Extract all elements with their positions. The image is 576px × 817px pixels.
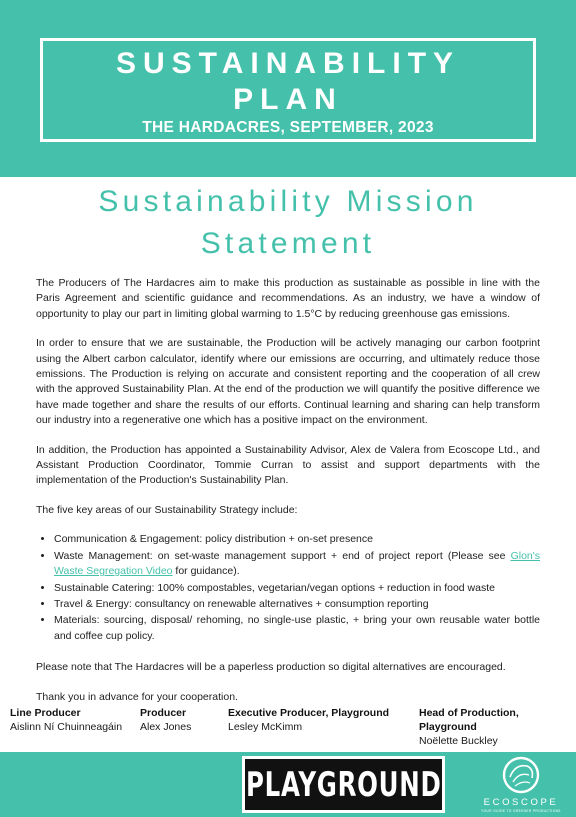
waste-text-post: for guidance).: [172, 565, 240, 578]
credit-head-of-production: [419, 706, 576, 748]
title-line-2: PLAN: [233, 83, 343, 116]
playground-logo: [242, 756, 445, 813]
ecoscope-logo: [468, 754, 574, 816]
credit-role: Head of Production, Playground: [419, 707, 519, 733]
credit-producer: [140, 706, 191, 734]
ecoscope-name: ECOSCOPE: [483, 797, 559, 808]
header-band: [0, 0, 576, 177]
paragraph-strategy-intro: The five key areas of our Sustainability Strategy include:: [36, 503, 298, 516]
list-item-travel: • Travel & Energy: consultancy on renewable alternatives + consumption reporting: [54, 597, 540, 612]
credit-name: Noëlette Buckley: [419, 735, 498, 747]
credit-role: Executive Producer, Playground: [228, 707, 390, 719]
paragraph-advisor: In addition, the Production has appointed a Sustainability Advisor, Alex de Valera from Ecoscope Ltd., and Assistant Production Coordinator, Tommie Curran to assist and support departments with the implementation of the Production's Sustainability Plan.: [36, 443, 540, 487]
mission-heading-line-1: Sustainability Mission: [98, 185, 478, 218]
paragraph-thanks: Thank you in advance for your cooperation.: [36, 690, 238, 703]
circle-swirl-icon: [501, 755, 541, 795]
list-item-catering: • Sustainable Catering: 100% compostables, vegetarian/vegan options + reduction in food waste: [54, 581, 540, 596]
credit-role: Line Producer: [10, 707, 81, 719]
ecoscope-tagline: YOUR GUIDE TO GREENER PRODUCTIONS: [481, 809, 561, 813]
waste-video-link[interactable]: Glon's Waste Segregation Video: [54, 549, 540, 578]
mission-heading: [0, 181, 576, 265]
playground-logo-text: PLAYGROUND: [245, 764, 442, 805]
credit-name: Lesley McKimm: [228, 721, 303, 733]
strategy-list: [36, 532, 540, 644]
subtitle: THE HARDACRES, SEPTEMBER, 2023: [142, 119, 434, 136]
list-item-waste: [54, 549, 540, 580]
list-item-materials: • Materials: sourcing, disposal/ rehoming, no single-use plastic, + bring your own reusable water bottle and coffee cup policy.: [54, 613, 540, 644]
mission-heading-line-2: Statement: [200, 227, 376, 260]
credit-line-producer: [10, 706, 122, 734]
list-item-communication: • Communication & Engagement: policy distribution + on-set presence: [54, 532, 540, 547]
paragraph-intro: The Producers of The Hardacres aim to make this production as sustainable as possible in line with the Paris Agreement and scientific guidance and recommendations. As an industry, we have a window of opportunity to play our part in limiting global warming to 1.5°C by reducing greenhouse gas emissions.: [36, 277, 540, 320]
title-box: [40, 38, 536, 142]
credit-role: Producer: [140, 707, 187, 719]
credit-name: Alex Jones: [140, 721, 192, 733]
waste-text-pre: Waste Management: on set-waste management support + end of project report (Please see: [54, 549, 511, 562]
credit-executive-producer: [228, 706, 389, 734]
body-text: [36, 276, 540, 719]
paragraph-carbon: In order to ensure that we are sustainable, the Production will be actively managing our carbon footprint using the Albert carbon calculator, identify where our emissions are occurring, and ultimately reduce those emissions. The Production is relying on accurate and consistent reporting and the cooperation of all crew with the approved Sustainability Plan. At the end of the production we will quantify the positive difference we have made together and share the results of our efforts. Continual learning and sharing can help transform our industry into a regenerative one which has a positive impact on the environment.: [36, 337, 540, 427]
title-line-1: SUSTAINABILITY: [115, 47, 461, 80]
credit-name: Aislinn Ní Chuinneagáin: [10, 721, 123, 733]
paragraph-paperless: Please note that The Hardacres will be a paperless production so digital alternatives are encouraged.: [36, 661, 506, 674]
